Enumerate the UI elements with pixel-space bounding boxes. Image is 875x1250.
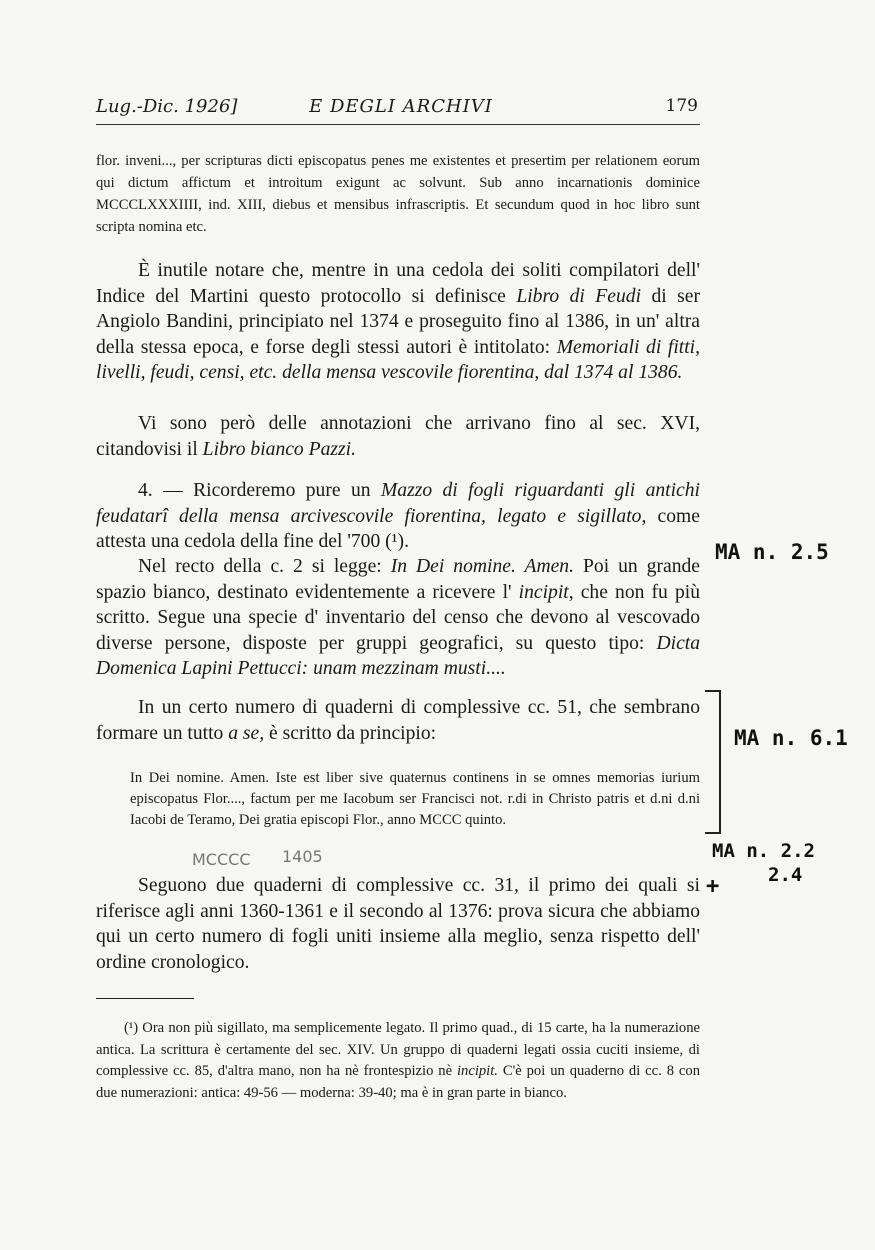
paragraph-annotazioni — [96, 411, 700, 462]
pencil-note-1405: 1405 — [282, 847, 323, 866]
para4-in-dei-nomine: In Dei nomine. Amen. — [390, 556, 575, 577]
margin-note-2-4: 2.4 — [768, 864, 803, 886]
header-journal-title: E DEGLI ARCHIVI — [309, 96, 493, 117]
para3-text-a: 4. — Ricorderemo pure un — [138, 480, 381, 501]
pencil-note-mcccc: MCCCC — [192, 850, 251, 869]
para1-title-libro-feudi: Libro di Feudi — [516, 285, 642, 307]
margin-bracket — [705, 690, 721, 834]
para5-text-b: è scritto da principio: — [264, 722, 437, 744]
margin-note-ma-2-2: MA n. 2.2 — [712, 840, 815, 862]
para4-text-b: Poi un grande spazio bianco, destinato evidentemente a ricevere l' — [96, 556, 700, 603]
footnote-1 — [96, 1018, 700, 1104]
footnote-text-b: C'è poi un quaderno di cc. 8 con due numerazioni: antica: 49-56 — moderna: 39-40; ma è in gran parte in bianco. — [96, 1063, 700, 1101]
margin-plus-mark: + — [706, 874, 720, 899]
paragraph-section-4 — [96, 478, 700, 555]
footnote-text-a: (¹) Ora non più sigillato, ma semplicemente legato. Il primo quad., di 15 carte, ha la numerazione antica. La scrittura è certamente del sec. XIV. Un gruppo di quaderni legati ossia cuciti insieme, di complessive cc. 85, d'altra mano, non ha nè frontespizio nè — [96, 1020, 700, 1080]
footnote-incipit: incipit. — [457, 1063, 498, 1080]
page-number: 179 — [665, 96, 698, 116]
para2-text: Vi sono però delle annotazioni che arrivano fino al sec. XVI, citandovisi il — [96, 413, 700, 460]
header-date-range: Lug.-Dic. 1926] — [96, 96, 238, 117]
paragraph-indice-martini — [96, 258, 700, 386]
para5-a-se: a se, — [228, 722, 265, 744]
para4-text-c: che non fu più scritto. Segue una specie d' inventario del censo che devono al vescovado diverse persone, disposte per gruppi geografici, su questo tipo: — [96, 581, 700, 654]
para4-incipit: incipit, — [518, 581, 574, 603]
margin-note-ma-2-5: MA n. 2.5 — [715, 540, 829, 564]
footnote-divider — [96, 998, 194, 999]
header-divider — [96, 124, 700, 125]
paragraph-seguono — [96, 873, 700, 975]
para6-text: Seguono due quaderni di complessive cc. 31, il primo dei quali si riferisce agli anni 1360-1361 e il secondo al 1376: prova sicura che abbiamo qui un certo numero di fogli uniti insieme alla meglio, senza rispetto dell' ordine cronologico. — [96, 875, 700, 973]
latin-quote-block-1 — [96, 150, 700, 238]
para3-title-mazzo: Mazzo di fogli riguardanti gli antichi feudatarî della mensa arcivescovile fiorentina, legato e sigillato, — [96, 480, 700, 527]
para1-text-a: È inutile notare che, mentre in una cedola dei soliti compilatori dell' Indice del Martini questo protocollo si definisce — [96, 260, 700, 307]
running-header — [96, 96, 698, 122]
paragraph-recto — [96, 554, 700, 682]
para4-dicta-domenica: Dicta Domenica Lapini Pettucci: unam mezzinam musti.... — [96, 632, 700, 680]
latin-quote-block-2 — [130, 768, 700, 831]
para4-text-a: Nel recto della c. 2 si legge: — [138, 556, 391, 577]
para2-title-libro-bianco: Libro bianco Pazzi. — [202, 438, 356, 460]
paragraph-quaderni — [96, 695, 700, 746]
para3-text-b: come attesta una cedola della fine del '700 (¹). — [96, 505, 700, 553]
para1-text-b: di ser Angiolo Bandini, principiato nel 1374 e proseguito fino al 1386, in un' altra della stessa epoca, e forse degli stessi autori è intitolato: — [96, 285, 701, 358]
latin-quote-2-text: In Dei nomine. Amen. Iste est liber sive quaternus continens in se omnes memorias iurium episcopatus Flor...., factum per me Iacobum ser Francisci not. r.di in Christo patris et d.ni d.ni Iacobi de Teramo, Dei gratia episcopi Flor., anno MCCC quinto. — [130, 770, 700, 828]
margin-note-ma-6-1: MA n. 6.1 — [734, 726, 848, 750]
latin-quote-1-text: flor. inveni..., per scripturas dicti episcopatus penes me existentes et presertim per relationem eorum qui dictum affictum et introitum exigunt ac solvunt. Sub anno incarnationis dominice MCCCLXXXIIII, ind. XIII, diebus et mensibus infrascriptis. Et secundum quod in hoc libro sunt scripta nomina etc. — [96, 153, 700, 235]
para1-title-memoriali: Memoriali di fitti, livelli, feudi, censi, etc. della mensa vescovile fiorentina, dal 1374 al 1386. — [96, 336, 701, 384]
para5-text-a: In un certo numero di quaderni di complessive cc. 51, che sembrano formare un tutto — [96, 697, 700, 744]
